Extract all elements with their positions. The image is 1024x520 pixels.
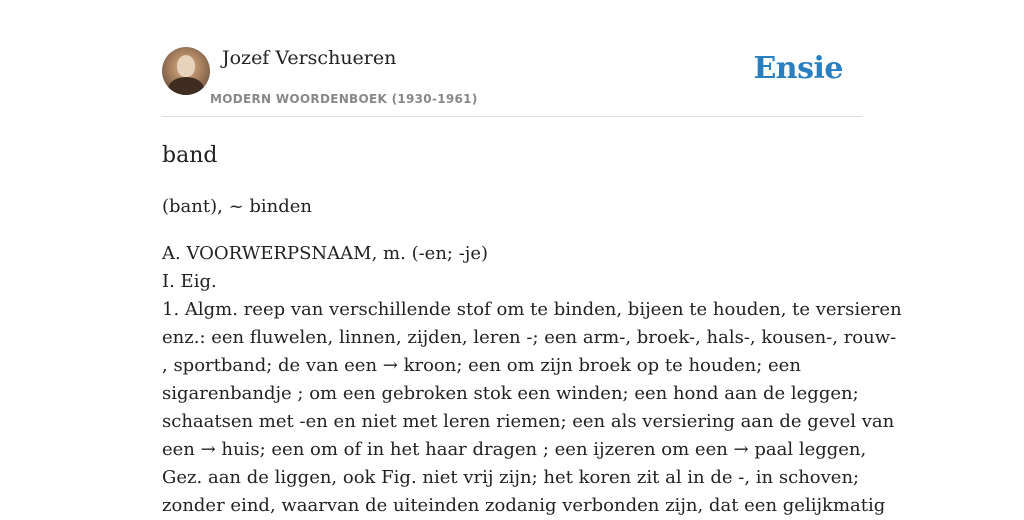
entry-term: band: [162, 143, 218, 168]
entry-line: , sportband; de van een → kroon; een om zijn broek op te houden; een: [162, 355, 801, 376]
entry-line: I. Eig.: [162, 271, 217, 292]
source-title[interactable]: MODERN WOORDENBOEK (1930-1961): [210, 92, 478, 106]
entry-line: A. VOORWERPSNAAM, m. (-en; -je): [162, 243, 489, 264]
entry-line: enz.: een fluwelen, linnen, zijden, leren -; een arm-, broek-, hals-, kousen-, rouw-: [162, 327, 897, 348]
entry-line: 1. Algm. reep van verschillende stof om te binden, bijeen te houden, te versieren: [162, 299, 902, 320]
author-name[interactable]: Jozef Verschueren: [222, 47, 397, 69]
avatar-body-shape: [168, 77, 204, 95]
entry-content: [162, 141, 902, 520]
entry-pronunciation: (bant), ~ binden: [162, 196, 313, 217]
entry-line: zonder eind, waarvan de uiteinden zodanig verbonden zijn, dat een gelijkmatig: [162, 495, 886, 516]
header: [162, 0, 862, 117]
entry-line: Gez. aan de liggen, ook Fig. niet vrij zijn; het koren zit al in de -, in schoven;: [162, 467, 860, 488]
page: [162, 0, 902, 520]
avatar-head-shape: [177, 55, 195, 77]
site-logo[interactable]: Ensie: [753, 51, 843, 86]
entry-line: sigarenbandje ; om een gebroken stok een winden; een hond aan de leggen;: [162, 383, 859, 404]
author-avatar[interactable]: [162, 47, 210, 95]
entry-body: [162, 240, 902, 520]
entry-line: schaatsen met -en en niet met leren riemen; een als versiering aan de gevel van: [162, 411, 895, 432]
entry-line: een → huis; een om of in het haar dragen ; een ijzeren om een → paal leggen,: [162, 439, 867, 460]
